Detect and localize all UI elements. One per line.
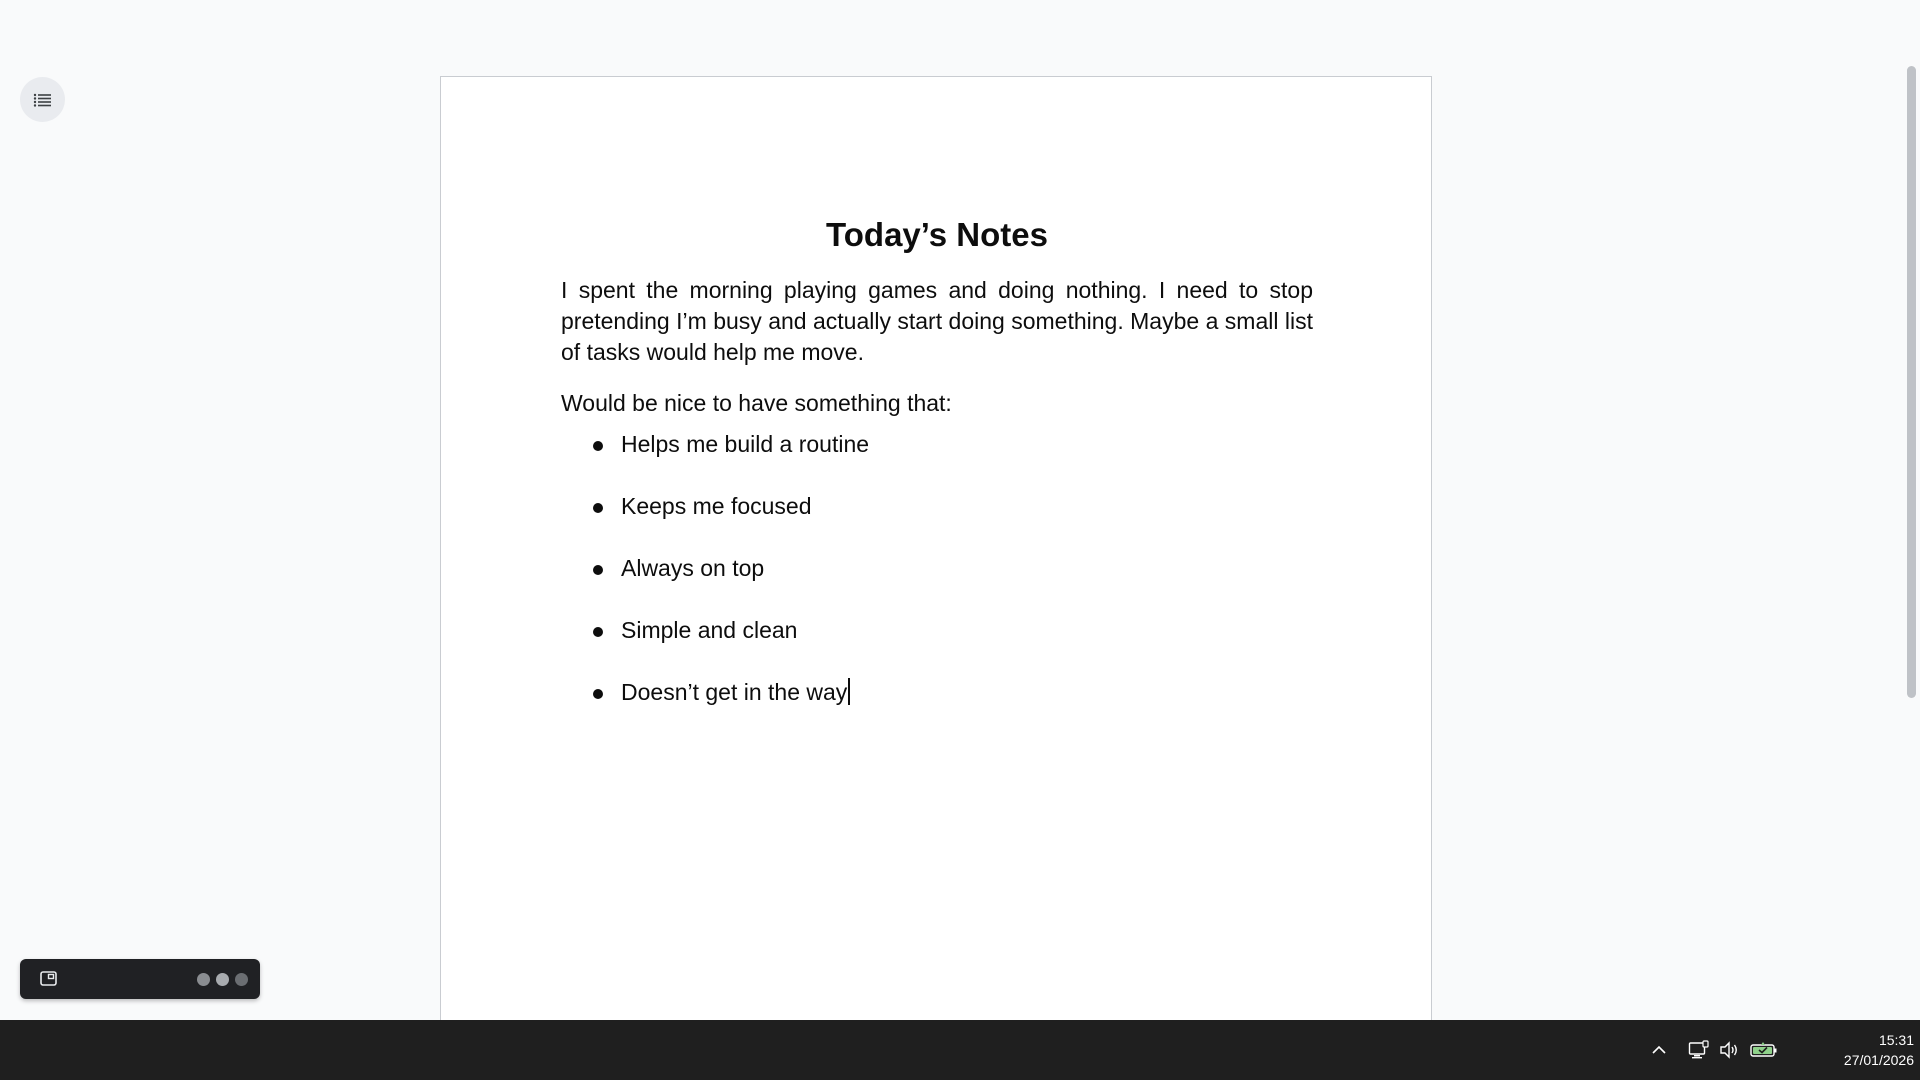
document-title[interactable]: Today’s Notes (826, 216, 1048, 253)
document-paragraph[interactable]: I spent the morning playing games and doing nothing. I need to stop pretending I’m busy and actually start doing something. Maybe a small list of tasks would help me move. (561, 277, 1313, 365)
network-icon[interactable] (1684, 1035, 1714, 1065)
taskbar (0, 1020, 1920, 1080)
document-page[interactable] (440, 76, 1432, 1020)
list-item[interactable] (561, 429, 1313, 460)
list-item-text: Always on top (621, 555, 765, 581)
list-item-text: Helps me build a routine (621, 431, 870, 457)
bullet-icon (593, 689, 603, 699)
list-icon (33, 92, 53, 108)
outline-toggle-button[interactable] (20, 77, 65, 122)
list-item-text: Simple and clean (621, 617, 798, 643)
list-item[interactable] (561, 677, 1313, 708)
vertical-scrollbar[interactable] (1907, 66, 1916, 698)
bullet-icon (593, 503, 603, 513)
list-item[interactable] (561, 491, 1313, 522)
list-item-text: Keeps me focused (621, 493, 812, 519)
widget-dot[interactable] (216, 973, 229, 986)
floating-widget[interactable] (20, 959, 260, 999)
document-lead-text[interactable]: Would be nice to have something that: (561, 390, 952, 416)
battery-icon[interactable] (1746, 1035, 1782, 1065)
taskbar-clock[interactable] (1794, 1030, 1914, 1070)
clock-date: 27/01/2026 (1843, 1052, 1914, 1068)
bullet-icon (593, 441, 603, 451)
bullet-list (561, 429, 1313, 708)
window-icon[interactable] (40, 971, 57, 987)
widget-dots (197, 973, 248, 986)
text-cursor (848, 678, 850, 705)
chevron-up-icon[interactable] (1644, 1035, 1674, 1065)
widget-dot[interactable] (197, 973, 210, 986)
list-item[interactable] (561, 553, 1313, 584)
system-tray (1644, 1020, 1920, 1080)
list-item[interactable] (561, 615, 1313, 646)
list-item-text: Doesn’t get in the way (621, 679, 848, 705)
bullet-icon (593, 627, 603, 637)
clock-time: 15:31 (1878, 1032, 1914, 1048)
document-body[interactable] (561, 215, 1313, 739)
volume-icon[interactable] (1714, 1035, 1744, 1065)
widget-dot[interactable] (235, 973, 248, 986)
bullet-icon (593, 565, 603, 575)
